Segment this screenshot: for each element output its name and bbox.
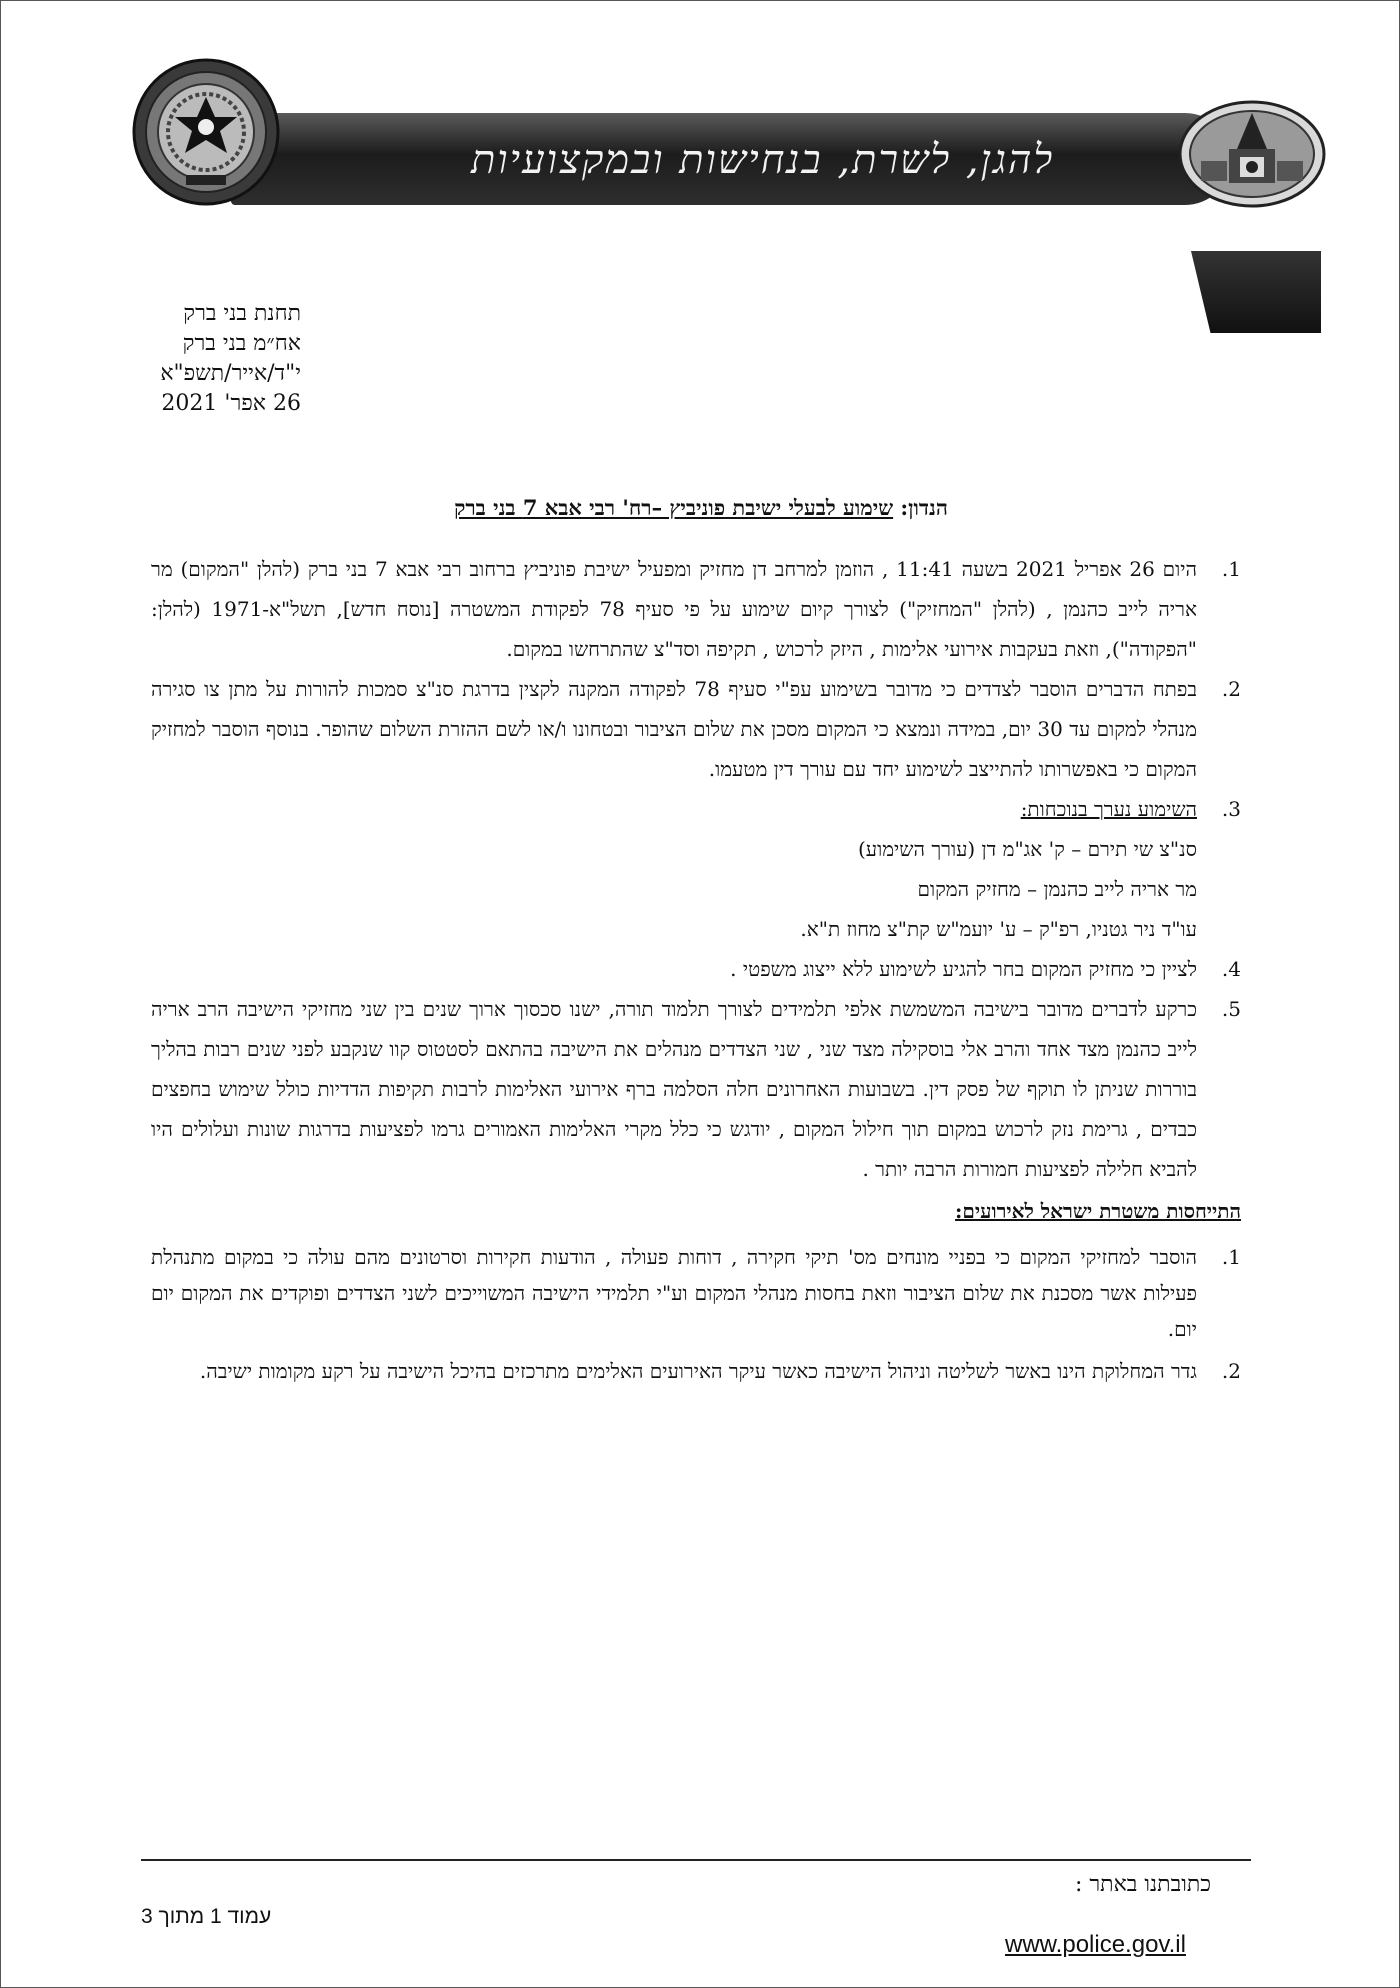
item-number: 2. bbox=[1221, 1359, 1241, 1383]
item-text: לציין כי מחזיק המקום בחר להגיע לשימוע ללא ייצוג משפטי . bbox=[730, 957, 1197, 981]
participant: סנ"צ שי תירם – ק' אג"מ דן (עורך השימוע) bbox=[857, 837, 1197, 861]
subject-prefix: הנדון: bbox=[900, 495, 948, 520]
participants-list bbox=[151, 829, 1241, 949]
officer-title: אח״מ בני ברק bbox=[182, 331, 301, 356]
list-item bbox=[151, 1239, 1241, 1347]
list-item bbox=[151, 949, 1241, 989]
list-item bbox=[151, 1353, 1241, 1389]
header-banner-tail bbox=[1191, 251, 1321, 333]
page-number: עמוד 1 מתוך 3 bbox=[141, 1905, 272, 1928]
police-emblem-icon bbox=[1177, 99, 1327, 209]
section-heading: התייחסות משטרת ישראל לאירועים: bbox=[955, 1199, 1241, 1223]
footer-site-label: כתובתנו באתר : bbox=[1074, 1872, 1211, 1897]
document-date: 26 אפר' 2021 bbox=[161, 391, 301, 416]
item-text: היום 26 אפריל 2021 בשעה 11:41 , הוזמן למרחב דן מחזיק ומפעיל ישיבת פוניביץ ברחוב רבי אבא 7 בני ברק (להלן "המקום) מר אריה לייב כהנמן , (להלן "המחזיק") לצורך קיום שימוע על פי סעיף 78 לפקודת המשטרה [נוסח חדש], תשל"א-1971 (להלן: "הפקודה"), וזאת בעקבות אירועי אלימות , היזק לרכוש , תקיפה וסד"צ שהתרחשו במקום. bbox=[151, 557, 1198, 661]
footer-website-link[interactable]: www.police.gov.il bbox=[1005, 1931, 1186, 1958]
item-text: גדר המחלוקת הינו באשר לשליטה וניהול הישיבה כאשר עיקר האירועים האלימים מתרכזים בהיכל הישיבה על רקע מקומות ישיבה. bbox=[199, 1359, 1197, 1383]
subject-text: שימוע לבעלי ישיבת פוניביץ –רח' רבי אבא 7 בני ברק bbox=[454, 495, 894, 520]
participant: עו"ד ניר גטניו, רפ"ק – ע' יועמ"ש קת"צ מחוז ת"א. bbox=[800, 917, 1197, 941]
item-number: 3. bbox=[1221, 797, 1241, 821]
item-text: בפתח הדברים הוסבר לצדדים כי מדובר בשימוע עפ"י סעיף 78 לפקודה המקנה לקצין בדרגת סנ"צ סמכות להורות על מתן צו סגירה מנהלי למקום עד 30 יום, במידה ונמצא כי המקום מסכן את שלום הציבור ובטחונו ו/או לשם ההזרת השלום שהופר. בנוסף הוסבר למחזיק המקום כי באפשרותו להתייצב לשימוע יחד עם עורך דין מטעמו. bbox=[151, 677, 1198, 781]
participant: מר אריה לייב כהנמן – מחזיק המקום bbox=[917, 877, 1197, 901]
footer-divider bbox=[141, 1859, 1251, 1861]
document-body bbox=[151, 549, 1241, 1389]
list-item bbox=[151, 989, 1241, 1189]
list-item bbox=[151, 789, 1241, 829]
list-item bbox=[151, 549, 1241, 669]
item-number: 5. bbox=[1221, 997, 1241, 1021]
sender-block bbox=[111, 299, 301, 419]
section-items bbox=[151, 1239, 1241, 1389]
item-text: הוסבר למחזיקי המקום כי בפניי מונחים מס' תיקי חקירה , דוחות פעולה , הודעות חקירות וסרטונים מהם עולה כי במקום מתנהלת פעילות אשר מסכנת את שלום הציבור וזאת בחסות מנהלי המקום וע"י תלמידי הישיבה המשוייכים לשני הצדדים ופוקדים את המקום יום יום. bbox=[151, 1245, 1197, 1341]
item-number: 1. bbox=[1221, 1245, 1241, 1269]
item-text: כרקע לדברים מדובר בישיבה המשמשת אלפי תלמידים לצורך תלמוד תורה, ישנו סכסוך ארוך שנים בין שני מחזיקי הישיבה הרב אריה לייב כהנמן מצד אחד והרב אלי בוסקילה מצד שני , שני הצדדים מנהלים את הישיבה בהתאם לסטטוס קוו שנקבע לפני שנים רבות בהליך בוררות שניתן לו תוקף של פסק דין. בשבועות האחרונים חלה הסלמה ברף אירועי האלימות לרבות תקיפות הדדיות כולל שימוש בחפצים כבדים , גרימת נזק לרכוש במקום תוך חילול המקום , יודגש כי כלל מקרי האלימות האמורים גרמו לפציעות בדרגות שונות ועלולים היו להביא חלילה לפציעות חמורות הרבה יותר . bbox=[151, 997, 1197, 1181]
police-badge-icon bbox=[131, 57, 281, 207]
subject-line bbox=[201, 495, 1201, 521]
hebrew-date: י"ד/אייר/תשפ"א bbox=[160, 361, 301, 386]
item-number: 4. bbox=[1221, 957, 1241, 981]
list-item bbox=[151, 669, 1241, 789]
police-motto: להגן, לשרת, בנחישות ובמקצועיות bbox=[471, 136, 1055, 183]
item-number: 2. bbox=[1221, 677, 1241, 701]
item-number: 1. bbox=[1221, 557, 1241, 581]
station-name: תחנת בני ברק bbox=[183, 301, 301, 326]
item-text: השימוע נערך בנוכחות: bbox=[1020, 797, 1197, 821]
